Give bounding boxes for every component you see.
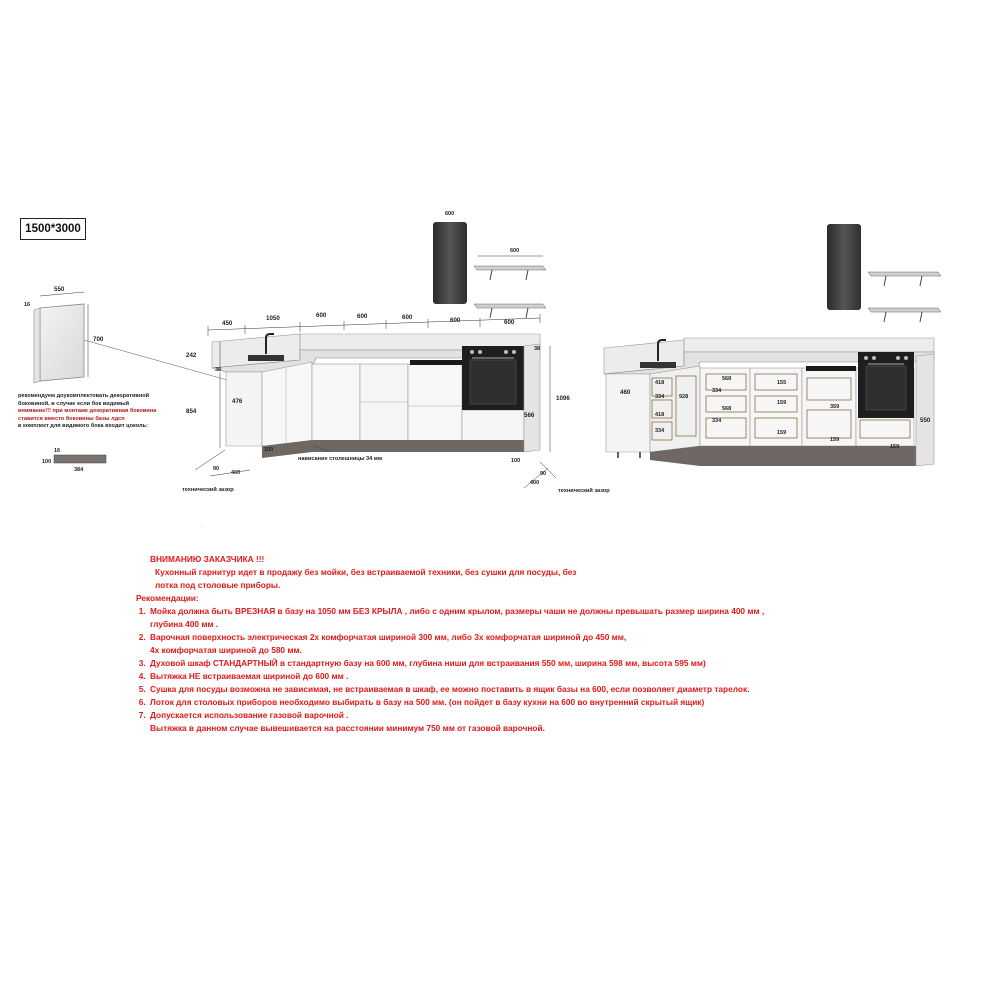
svg-text:450: 450: [222, 320, 233, 327]
svg-text:460: 460: [620, 389, 631, 396]
plinth-thickness: 16: [54, 448, 61, 454]
panel-note-red: внимание!!! при монтаже декоративная боковина ставится вместо боковины базы лдсп: [18, 408, 157, 422]
svg-text:334: 334: [712, 418, 722, 424]
svg-text:1096: 1096: [556, 395, 570, 402]
shelves-left: [474, 248, 546, 318]
svg-text:159: 159: [777, 400, 787, 406]
svg-text:242: 242: [186, 352, 197, 359]
svg-text:.: .: [200, 523, 202, 528]
svg-text:1050: 1050: [266, 315, 280, 322]
svg-text:359: 359: [830, 404, 840, 410]
svg-text:155: 155: [777, 380, 787, 386]
svg-text:600: 600: [402, 314, 413, 321]
svg-text:334: 334: [655, 428, 665, 434]
svg-text:418: 418: [655, 412, 665, 418]
svg-text:600: 600: [450, 317, 461, 324]
note-item: 5. Сушка для посуды возможна не зависимая, не встраиваемая в шкаф, ее можно поставить в ящик базы на 600, если позволяет диаметр тарелок.: [148, 683, 816, 696]
svg-text:568: 568: [722, 376, 732, 382]
svg-text:418: 418: [655, 380, 665, 386]
notes-intro-2: лотка под столовые приборы.: [155, 580, 281, 590]
note-item: 6. Лоток для столовых приборов необходимо выбирать в базу на 500 мм. (он пойдет в базу кухни на 600 во внутренний скрытый ящик): [148, 696, 816, 709]
svg-text:476: 476: [232, 398, 243, 405]
svg-text:100: 100: [264, 447, 274, 453]
panel-thickness: 16: [24, 302, 31, 308]
note-item: 4. Вытяжка НЕ встраиваемая шириной до 600 мм .: [148, 670, 816, 683]
svg-text:400: 400: [530, 480, 540, 486]
svg-text:600: 600: [445, 211, 455, 217]
gap-label-right: технический зазор: [558, 488, 610, 494]
svg-text:159: 159: [890, 444, 900, 450]
svg-text:854: 854: [186, 408, 197, 415]
svg-text:600: 600: [316, 312, 327, 319]
note-item: 1. Мойка должна быть ВРЕЗНАЯ в базу на 1050 мм БЕЗ КРЫЛА , либо с одним крылом, размеры чаши не должны превышать размер ширина 400 мм , глубина 400 мм .: [148, 605, 816, 631]
svg-text:38: 38: [215, 367, 222, 373]
panel-note-1: рекомендуем доукомплектовать декоративной боковиной, в случае если бок видимый: [18, 393, 150, 407]
svg-text:600: 600: [504, 319, 515, 326]
size-label: 1500*3000: [20, 218, 86, 240]
panel-width: 550: [54, 286, 65, 293]
svg-text:568: 568: [722, 406, 732, 412]
right-kitchen-view: [604, 224, 941, 466]
overhang-label: нависание столешницы 34 мм: [298, 456, 383, 462]
left-kitchen-view: [182, 211, 610, 494]
hood-left: [433, 211, 467, 304]
svg-text:90: 90: [213, 466, 220, 472]
plinth-diagram: [42, 448, 106, 473]
plinth-length: 384: [74, 467, 84, 473]
gap-label-left: технический зазор: [182, 487, 234, 493]
svg-text:334: 334: [655, 394, 665, 400]
note-item: 3. Духовой шкаф СТАНДАРТНЫЙ в стандартную базу на 600 мм, глубина ниши для встраивания 550 мм, ширина 598 мм, высота 595 мм): [148, 657, 816, 670]
svg-text:38: 38: [534, 346, 541, 352]
panel-height: 700: [93, 336, 104, 343]
svg-text:100: 100: [511, 458, 521, 464]
svg-text:90: 90: [540, 471, 547, 477]
svg-text:334: 334: [712, 388, 722, 394]
svg-text:566: 566: [524, 412, 535, 419]
svg-text:550: 550: [920, 417, 931, 424]
notes-intro-1: Кухонный гарнитур идет в продажу без мойки, без встраиваемой техники, без сушки для посуды, без: [155, 567, 577, 577]
svg-text:400: 400: [231, 470, 241, 476]
svg-text:159: 159: [830, 437, 840, 443]
svg-text:600: 600: [510, 248, 520, 254]
svg-text:928: 928: [679, 394, 689, 400]
note-item: 7. Допускается использование газовой варочной . Вытяжка в данном случае вывешивается на расстоянии минимум 750 мм от газовой варочной.: [148, 709, 816, 735]
svg-text:159: 159: [777, 430, 787, 436]
decor-panel: [24, 286, 256, 388]
notes-list: [136, 605, 816, 735]
panel-note: [18, 393, 168, 431]
svg-text:600: 600: [357, 313, 368, 320]
customer-notes: [136, 553, 816, 735]
note-item: 2. Варочная поверхность электрическая 2х комфорчатая шириной 300 мм, либо 3х комфорчатая шириной до 450 мм, 4х комфорчатая шириной до 580 мм.: [148, 631, 816, 657]
notes-rec-title: Рекомендации:: [136, 593, 199, 603]
plinth-height: 100: [42, 459, 52, 465]
panel-note-2: в комплект для видимого бока входит цоколь:: [18, 423, 148, 430]
notes-title: ВНИМАНИЮ ЗАКАЗЧИКА !!!: [150, 554, 265, 564]
